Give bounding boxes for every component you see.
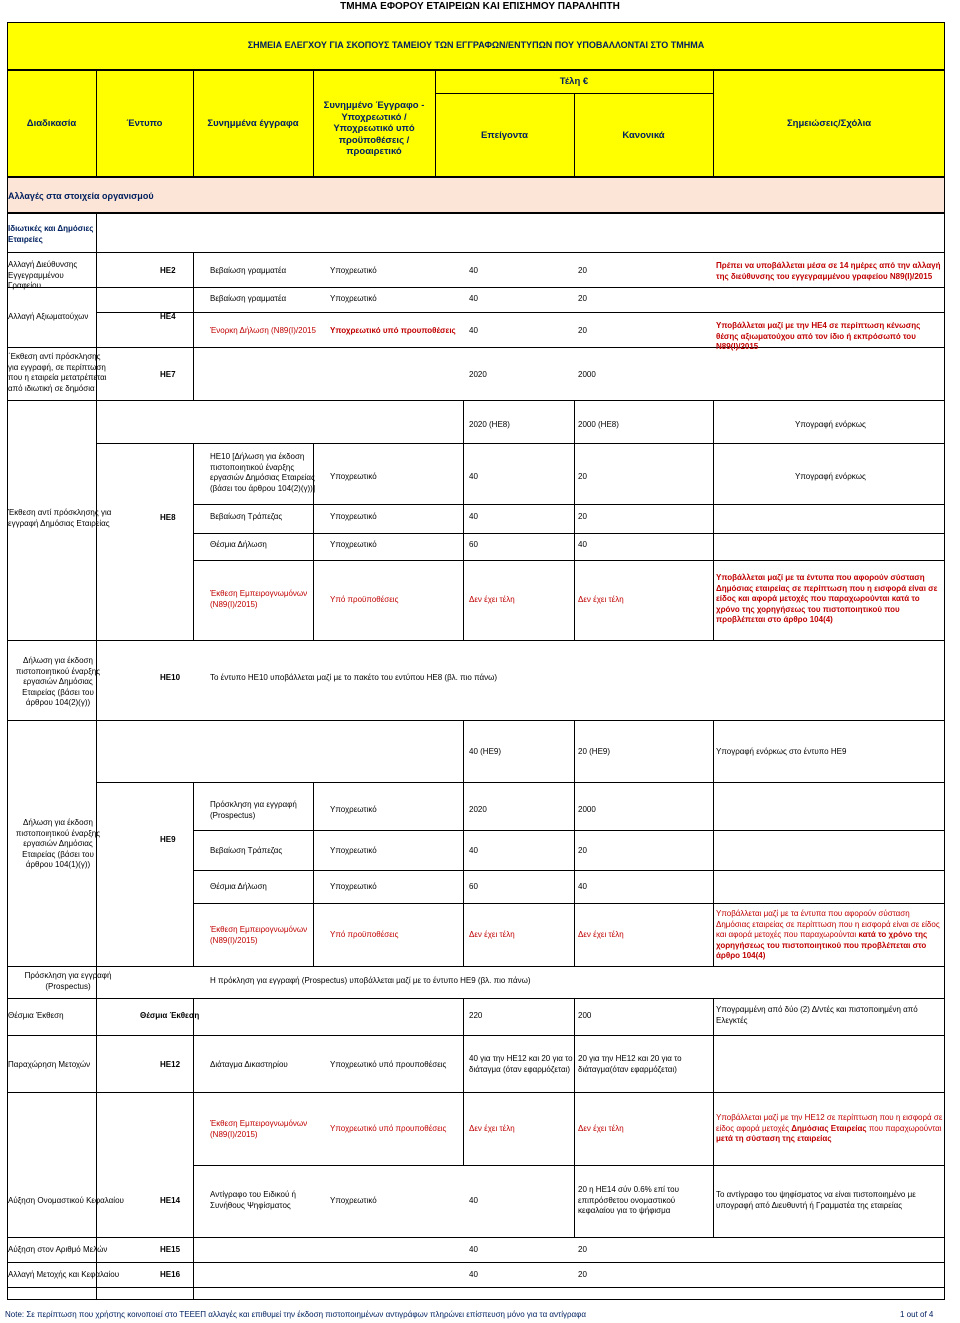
banner-title: ΣΗΜΕΙΑ ΕΛΕΓΧΟΥ ΓΙΑ ΣΚΟΠΟΥΣ ΤΑΜΕΙΟΥ ΤΩΝ ΕΓΓΡΑΦΩΝ/ΕΝΤΥΠΩΝ ΠΟΥ ΥΠΟΒΑΛΛΟΝΤΑΙ ΣΤΟ ΤΜΗΜΑ <box>247 40 705 50</box>
subsection-title: Ιδιωτικές και Δημόσιες Εταιρείες <box>8 224 94 244</box>
he16-normal-fee: 20 <box>578 1270 587 1279</box>
he12-urgent-fee-2: Δεν έχει τέλη <box>469 1124 515 1133</box>
he8-requirement-2: Υποχρεωτικό <box>330 512 377 521</box>
he10-text: Το έντυπο ΗΕ10 υποβάλλεται μαζί με το πακέτο του εντύπου ΗΕ8 (βλ. πιο πάνω) <box>210 673 498 682</box>
he4-requirement-2: Υποχρεωτικό υπό προυποθέσεις <box>330 326 456 335</box>
statutory-report-urgent: 220 <box>469 1011 483 1020</box>
section-title: Αλλαγές στα στοιχεία οργανισμού <box>8 191 154 201</box>
he12-normal-fee-2: Δεν έχει τέλη <box>578 1124 624 1133</box>
he9-requirement-4: Υπό προϋποθέσεις <box>330 930 399 939</box>
he9-note-4 <box>716 909 944 962</box>
he12-note-2-text: Υποβάλλεται μαζί με την ΗΕ12 σε περίπτωση που η εισφορά σε είδος αφορά μετοχές <box>716 1113 943 1133</box>
he9-requirement-1: Υποχρεωτικό <box>330 805 377 814</box>
he4-requirement-1: Υποχρεωτικό <box>330 294 377 303</box>
he9-note-4-text: Υποβάλλεται μαζί με τα έντυπα που αφορούν σύσταση Δημόσιας εταιρείας σε περίπτωση που η εισφορά είναι σε είδος και αφορά μετοχές που παραχωρούνται <box>716 909 940 939</box>
he12-note-2 <box>716 1113 944 1145</box>
he8-note-sworn: Υπογραφή ενόρκως <box>795 420 866 429</box>
he9-normal-fee-2: 20 <box>578 846 587 855</box>
statutory-report-procedure: Θέσμια Έκθεση <box>8 1011 64 1020</box>
he9-urgent-fee-2: 40 <box>469 846 478 855</box>
he9-normal-fee-3: 40 <box>578 882 587 891</box>
he16-form: ΗΕ16 <box>160 1270 181 1279</box>
he9-urgent-total: 40 (ΗΕ9) <box>469 747 502 756</box>
he9-note-sworn: Υπογραφή ενόρκως στο έντυπο ΗΕ9 <box>716 747 847 756</box>
he8-attached-1: ΗΕ10 [Δήλωση για έκδοση πιστοποιητικού έναρξης εργασιών Δημόσιας Εταιρείας (βάσει του άρθρου 104(2)(γ))] <box>210 452 316 493</box>
he9-attached-3: Θέσμια Δήλωση <box>210 882 267 891</box>
he2-attached: Βεβαίωση γραμματέα <box>210 266 287 275</box>
he16-urgent-fee: 40 <box>469 1270 478 1279</box>
he4-urgent-fee-2: 40 <box>469 326 478 335</box>
he4-procedure: Αλλαγή Αξιωματούχων <box>8 312 89 321</box>
he7-form: ΗΕ7 <box>160 370 176 379</box>
he8-normal-fee-4: Δεν έχει τέλη <box>578 595 624 604</box>
he8-attached-4: Έκθεση Εμπειρογνωμόνων (Ν89(Ι)/2015) <box>210 589 308 609</box>
he4-attached-2: Ένορκη Δήλωση (Ν89(Ι)/2015 <box>210 326 316 335</box>
he2-urgent-fee: 40 <box>469 266 478 275</box>
he7-normal-fee: 2000 <box>578 370 596 379</box>
he9-urgent-fee-3: 60 <box>469 882 478 891</box>
he4-normal-fee-1: 20 <box>578 294 587 303</box>
he8-normal-fee-3: 40 <box>578 540 587 549</box>
he14-requirement: Υποχρεωτικό <box>330 1196 377 1205</box>
he8-procedure: Έκθεση αντί πρόσκλησης για εγγραφή Δημόσιας Εταιρείας <box>8 508 112 528</box>
he4-form: ΗΕ4 <box>160 312 176 321</box>
he12-note-2-bold-2: μετά τη σύσταση της εταιρείας <box>716 1134 832 1143</box>
he15-procedure: Αύξηση στον Αριθμό Μελών <box>8 1245 108 1254</box>
he9-urgent-fee-1: 2020 <box>469 805 487 814</box>
he8-urgent-total: 2020 (ΗΕ8) <box>469 420 510 429</box>
he2-procedure: Αλλαγή Διεύθυνσης Εγγεγραμμένου Γραφείου <box>8 260 78 290</box>
he15-form: ΗΕ15 <box>160 1245 181 1254</box>
he9-attached-4: Έκθεση Εμπειρογνωμόνων (Ν89(Ι)/2015) <box>210 925 308 945</box>
he12-note-2-bold-1: Δημόσιας Εταιρείας <box>791 1123 867 1133</box>
he7-urgent-fee: 2020 <box>469 370 487 379</box>
he12-urgent-fee-1: 40 για την ΗΕ12 και 20 για το διάταγμα (όταν εφαρμόζεται) <box>469 1054 573 1074</box>
he9-procedure: Δήλωση για έκδοση πιστοποιητικού έναρξης εργασιών Δημόσιας Εταιρείας (βάσει του άρθρου 104(1)(γ)) <box>15 818 101 869</box>
prospectus-text: Η πρόκληση για εγγραφή (Prospectus) υποβάλλεται μαζί με το έντυπο ΗΕ9 (βλ. πιο πάνω) <box>210 976 531 985</box>
he12-attached-1: Διάταγμα Δικαστηρίου <box>210 1060 288 1069</box>
he14-attached: Αντίγραφο του Ειδικού ή Συνήθους Ψηφίσματος <box>210 1190 296 1210</box>
he9-requirement-3: Υποχρεωτικό <box>330 882 377 891</box>
footer-note: Note: Σε περίπτωση που χρήστης κοινοποιεί στο ΤΕΕΕΠ αλλαγές και επιθυμεί την έκδοση πιστοποιημένων αντιγράφων πληρώνει επίσπευση μόνο για τα αντίγραφα <box>5 1310 586 1319</box>
header-procedure: Διαδικασία <box>26 118 77 129</box>
he12-requirement-1: Υποχρεωτικό υπό προυποθέσεις <box>330 1060 447 1069</box>
footer-page-number: 1 out of 4 <box>900 1310 934 1319</box>
he14-procedure: Αύξηση Ονομαστικού Κεφαλαίου <box>8 1196 124 1205</box>
header-attached: Συνημμένα έγγραφα <box>207 118 299 129</box>
he4-note: Υποβάλλεται μαζί με την ΗΕ4 σε περίπτωση κένωσης θέσης αξιωματούχου από τον ίδιο ή εκπρόσωπό του Ν89(Ι)/2015 <box>716 321 921 351</box>
he16-procedure: Αλλαγή Μετοχής και Κεφαλαίου <box>8 1270 120 1279</box>
he9-form: ΗΕ9 <box>160 835 176 844</box>
header-form: Έντυπο <box>126 118 163 129</box>
he12-procedure: Παραχώρηση Μετοχών <box>8 1060 91 1069</box>
he9-attached-1: Πρόσκληση για εγγραφή (Prospectus) <box>210 800 297 820</box>
he9-normal-total: 20 (ΗΕ9) <box>578 747 611 756</box>
he12-attached-2: Έκθεση Εμπειρογνωμόνων (Ν89(Ι)/2015) <box>210 1119 308 1139</box>
prospectus-procedure: Πρόσκληση για εγγραφή (Prospectus) <box>24 971 112 991</box>
he8-urgent-fee-3: 60 <box>469 540 478 549</box>
he9-normal-fee-1: 2000 <box>578 805 596 814</box>
he4-attached-1: Βεβαίωση γραμματέα <box>210 294 287 303</box>
he8-normal-fee-1: 20 <box>578 472 587 481</box>
he2-requirement: Υποχρεωτικό <box>330 266 377 275</box>
header-notes: Σημειώσεις/Σχόλια <box>786 118 872 129</box>
header-fees: Τέλη € <box>559 76 589 87</box>
he8-note-4: Υποβάλλεται μαζί με τα έντυπα που αφορούν σύσταση Δημόσιας εταιρείας σε περίπτωση που η εισφορά είναι σε είδος και αφορά μετοχές που παραχωρούνται κατά το χρόνο της χορηγήσεως του πιστοποιητικού που προβλέπεται στο άρθρο 104(4) <box>716 573 938 624</box>
he9-note-4-bold: κατά το χρόνο της χορηγήσεως του πιστοποιητικού που προβλέπεται στο άρθρο 104(4) <box>716 930 928 960</box>
he4-normal-fee-2: 20 <box>578 326 587 335</box>
statutory-report-note: Υπογραμμένη από δύο (2) Δ/ντές και πιστοποιημένη από Ελεγκτές <box>716 1005 918 1025</box>
he8-requirement-1: Υποχρεωτικό <box>330 472 377 481</box>
header-urgent: Επείγοντα <box>481 130 528 141</box>
he2-form: ΗΕ2 <box>160 266 176 275</box>
he8-attached-3: Θέσμια Δήλωση <box>210 540 267 549</box>
he8-requirement-4: Υπό προϋποθέσεις <box>330 595 399 604</box>
he4-urgent-fee-1: 40 <box>469 294 478 303</box>
statutory-report-form: Θέσμια Έκθεση <box>140 1011 200 1020</box>
he8-urgent-fee-4: Δεν έχει τέλη <box>469 595 515 604</box>
he9-attached-2: Βεβαίωση Τράπεζας <box>210 846 283 855</box>
he12-note-2-text-2: που παραχωρούνται <box>866 1123 942 1133</box>
he12-normal-fee-1: 20 για την ΗΕ12 και 20 για το διάταγμα(όταν εφαρμόζεται) <box>578 1054 682 1074</box>
header-attached-doc: Συνημμένο Έγγραφο - Υποχρεωτικό / Υποχρεωτικό υπό προϋποθέσεις / προαιρετικό <box>323 100 425 157</box>
he9-requirement-2: Υποχρεωτικό <box>330 846 377 855</box>
he9-normal-fee-4: Δεν έχει τέλη <box>578 930 624 939</box>
he14-note: Το αντίγραφο του ψηφίσματος να είναι πιστοποιημένο με υπογραφή από Διευθυντή ή Γραμματέα της εταιρείας <box>716 1190 916 1210</box>
he14-normal-fee: 20 η ΗΕ14 σύν 0.6% επί του επιπρόσθετου ονομαστικού κεφαλαίου για το ψήφισμα <box>578 1185 679 1215</box>
he8-requirement-3: Υποχρεωτικό <box>330 540 377 549</box>
he2-note: Πρέπει να υποβάλλεται μέσα σε 14 ημέρες από την αλλαγή της διεύθυνσης του εγγεγραμμένου γραφείου Ν89(Ι)/2015 <box>716 261 941 281</box>
he8-note-2: Υπογραφή ενόρκως <box>795 472 866 481</box>
he12-form: ΗΕ12 <box>160 1060 181 1069</box>
he14-form: ΗΕ14 <box>160 1196 181 1205</box>
he15-urgent-fee: 40 <box>469 1245 478 1254</box>
he14-urgent-fee: 40 <box>469 1196 478 1205</box>
he8-normal-total: 2000 (ΗΕ8) <box>578 420 619 429</box>
he8-form: ΗΕ8 <box>160 513 176 522</box>
he12-requirement-2: Υποχρεωτικό υπό προυποθέσεις <box>330 1124 447 1133</box>
he8-normal-fee-2: 20 <box>578 512 587 521</box>
he8-urgent-fee-1: 40 <box>469 472 478 481</box>
he8-attached-2: Βεβαίωση Τράπεζας <box>210 512 283 521</box>
statutory-report-normal: 200 <box>578 1011 592 1020</box>
he7-procedure: ΄Εκθεση αντί πρόσκλησης για εγγραφή, σε περίπτωση που η εταιρεία μετατρέπεται από ιδιωτική σε δημόσια <box>8 352 107 393</box>
he9-urgent-fee-4: Δεν έχει τέλη <box>469 930 515 939</box>
he8-urgent-fee-2: 40 <box>469 512 478 521</box>
he15-normal-fee: 20 <box>578 1245 587 1254</box>
header-normal: Κανονικά <box>622 130 665 141</box>
he10-procedure: Δήλωση για έκδοση πιστοποιητικού έναρξης εργασιών Δημόσιας Εταιρείας (βάσει του άρθρου 104(2)(γ)) <box>15 656 101 707</box>
he2-normal-fee: 20 <box>578 266 587 275</box>
page-title: ΤΜΗΜΑ ΕΦΟΡΟΥ ΕΤΑΙΡΕΙΩΝ ΚΑΙ ΕΠΙΣΗΜΟΥ ΠΑΡΑΛΗΠΤΗ <box>340 1 620 12</box>
he10-form: ΗΕ10 <box>160 673 181 682</box>
